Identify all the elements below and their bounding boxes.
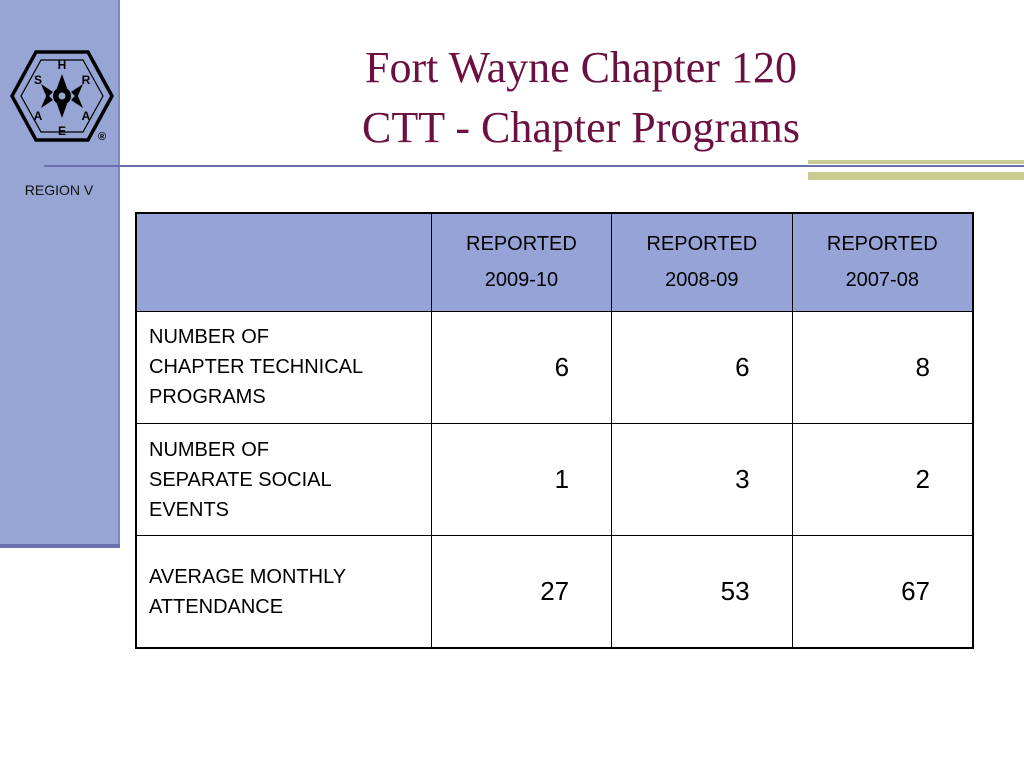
table-header-row	[136, 213, 973, 311]
header-year: 2009-10	[484, 269, 559, 292]
header-cell-empty	[136, 213, 431, 311]
value-cell: 27	[431, 536, 611, 648]
title-rule	[44, 165, 1024, 167]
row-label-line: CHAPTER TECHNICAL	[149, 356, 364, 379]
value-cell: 2	[792, 423, 973, 535]
row-label	[136, 536, 431, 648]
logo-letter-h: H	[57, 58, 67, 72]
row-label-line: EVENTS	[149, 498, 230, 521]
logo-letter-e: E	[57, 124, 67, 138]
header-cell-2009-10	[431, 213, 611, 311]
table-row	[136, 423, 973, 535]
value-cell: 6	[612, 311, 792, 423]
accent-rule-bottom	[808, 172, 1024, 180]
region-label: REGION V	[24, 182, 94, 198]
sidebar-bottom-divider	[0, 544, 120, 548]
row-label-line: ATTENDANCE	[149, 595, 284, 618]
value-cell: 1	[431, 423, 611, 535]
page-title	[236, 38, 926, 158]
row-label	[136, 311, 431, 423]
programs-table	[135, 212, 974, 649]
row-label-line: NUMBER OF	[149, 326, 269, 349]
row-label-line: NUMBER OF	[149, 438, 269, 461]
header-label: REPORTED	[466, 233, 577, 256]
value-cell: 53	[612, 536, 792, 648]
row-label-line: AVERAGE MONTHLY	[149, 565, 347, 588]
registered-mark: ®	[97, 131, 107, 143]
value-cell: 3	[612, 423, 792, 535]
header-cell-2008-09	[612, 213, 792, 311]
logo-letter-r: R	[81, 73, 91, 87]
accent-rule-top	[808, 160, 1024, 164]
row-label	[136, 423, 431, 535]
table-row	[136, 311, 973, 423]
ashrae-logo	[6, 48, 116, 148]
value-cell: 8	[792, 311, 973, 423]
header-year: 2008-09	[665, 269, 739, 292]
title-line-2: CTT - Chapter Programs	[362, 103, 800, 152]
logo-letter-a-left: A	[33, 109, 43, 123]
header-year: 2007-08	[845, 269, 919, 292]
header-label: REPORTED	[646, 233, 758, 256]
sidebar-divider	[118, 0, 120, 548]
table-row	[136, 536, 973, 648]
header-cell-2007-08	[792, 213, 973, 311]
header-label: REPORTED	[826, 233, 938, 256]
logo-letter-s: S	[33, 73, 43, 87]
logo-letter-a-right: A	[81, 109, 91, 123]
row-label-line: SEPARATE SOCIAL	[149, 468, 332, 491]
row-label-line: PROGRAMS	[149, 386, 266, 409]
value-cell: 6	[431, 311, 611, 423]
value-cell: 67	[792, 536, 973, 648]
title-line-1: Fort Wayne Chapter 120	[365, 43, 797, 92]
